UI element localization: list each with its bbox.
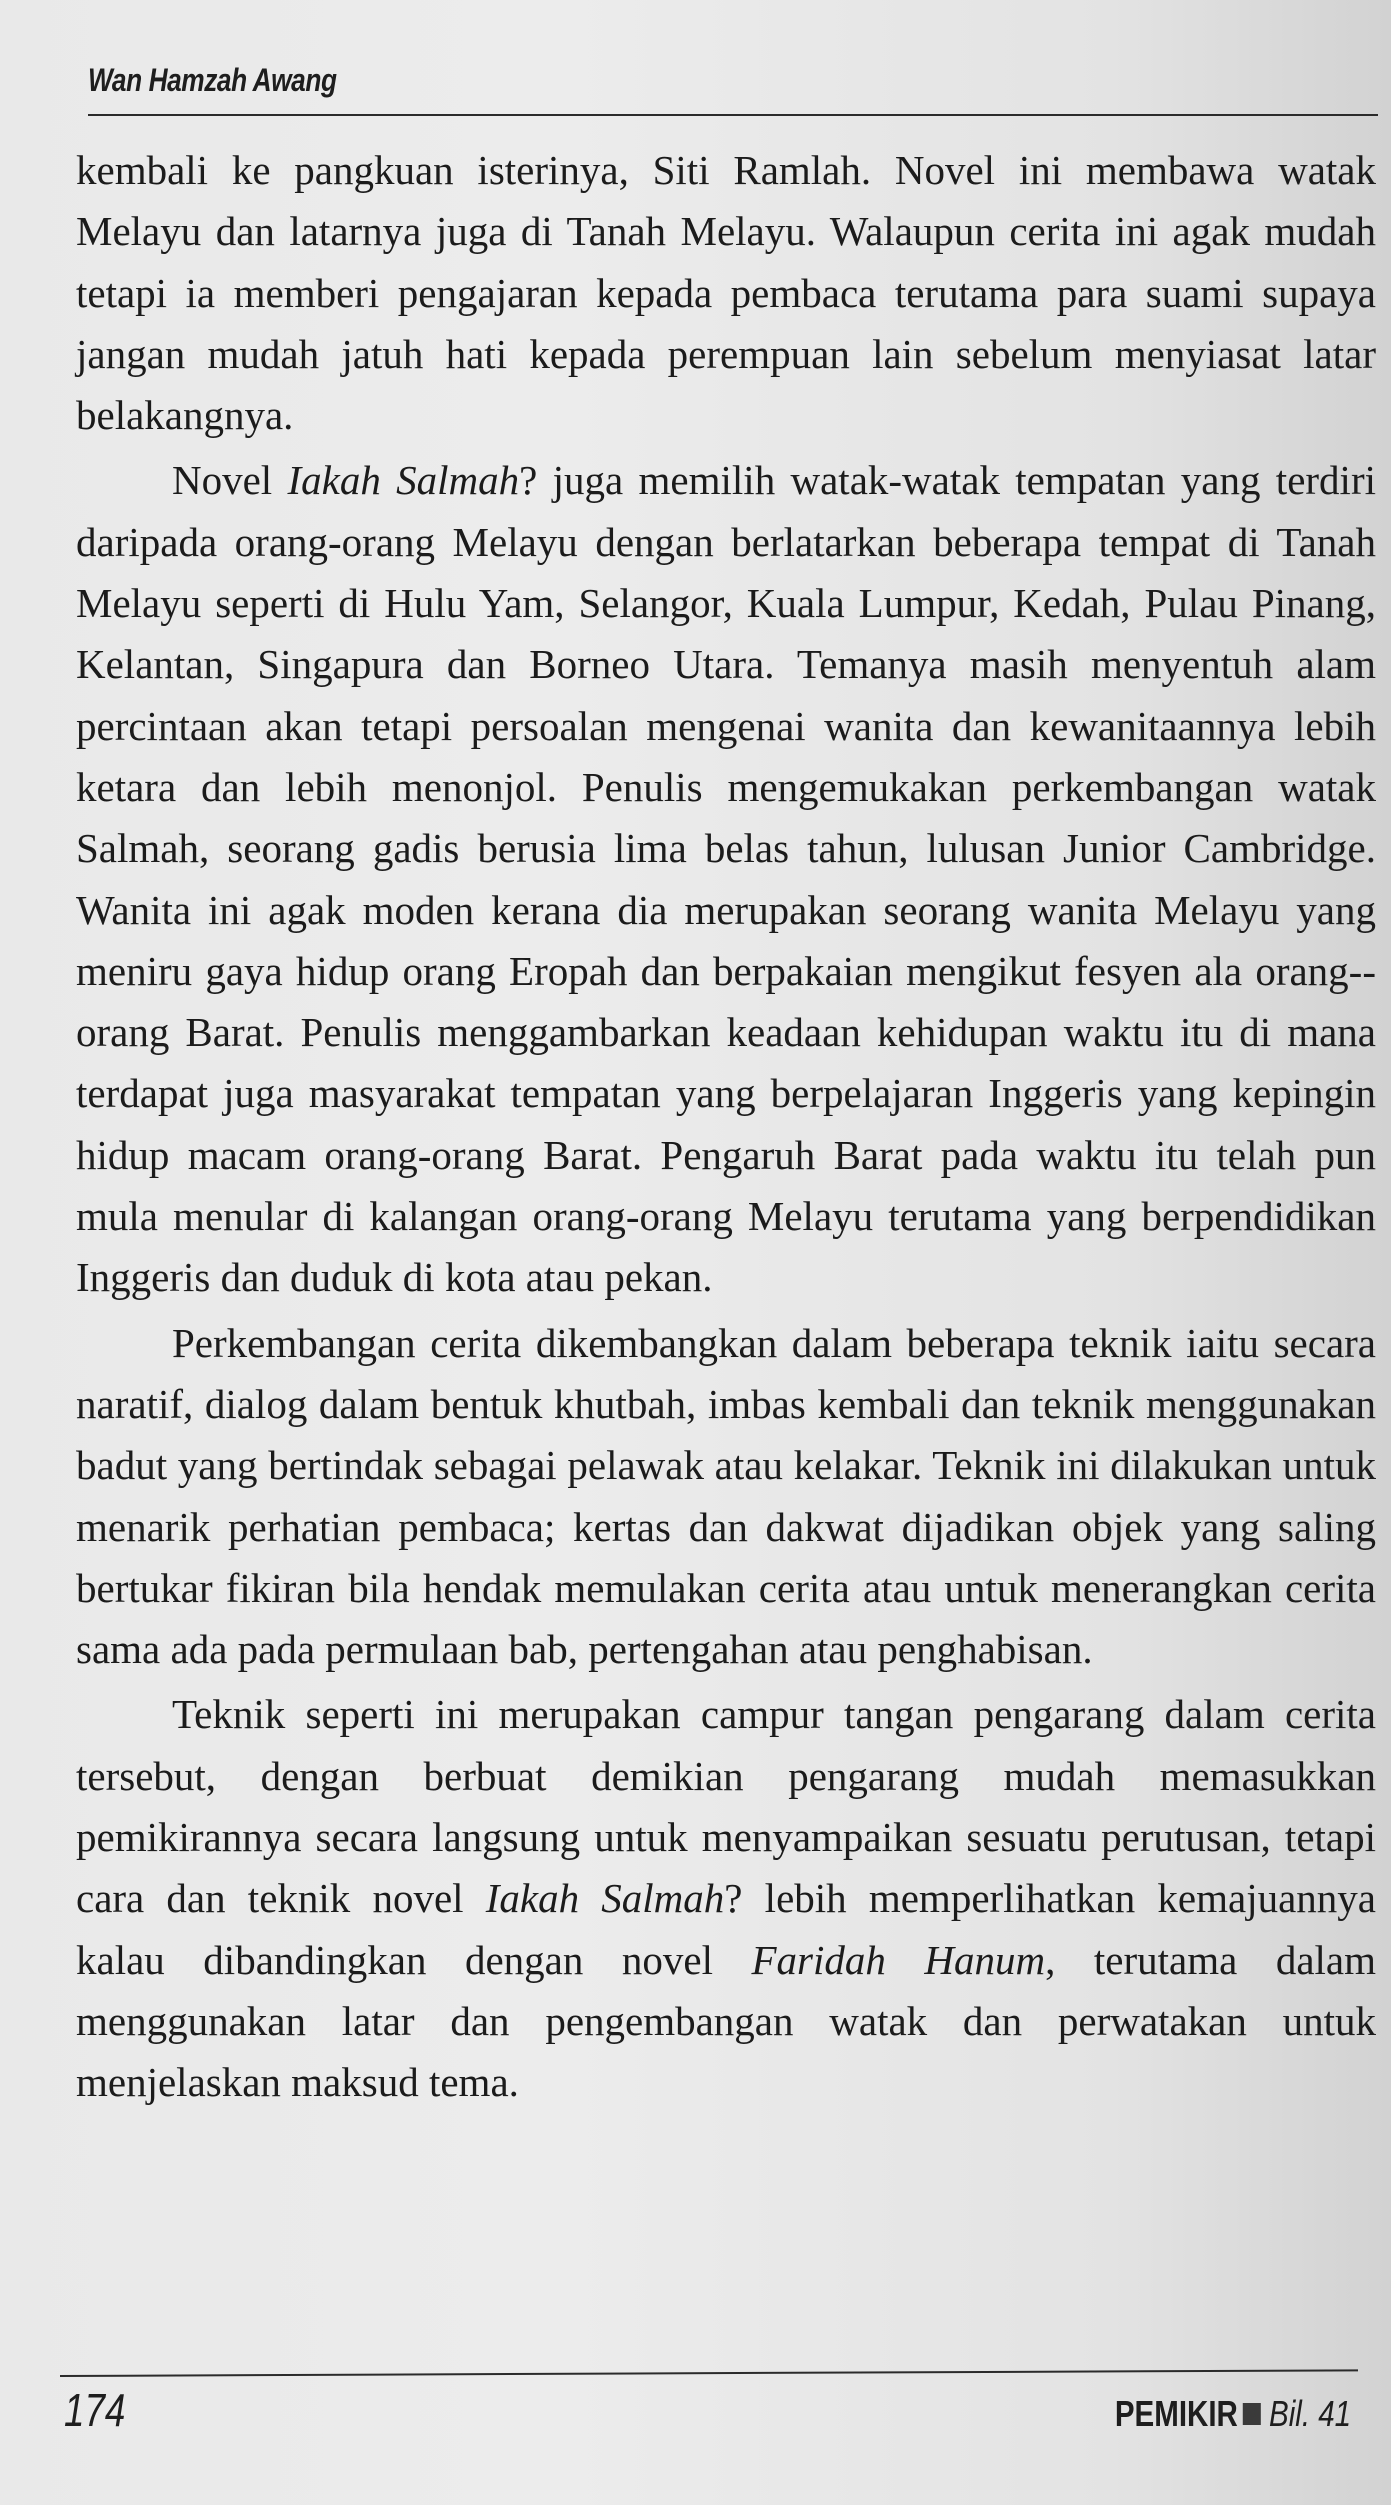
paragraph — [76, 1313, 1376, 1681]
paragraph — [76, 140, 1376, 446]
paragraph — [76, 1684, 1376, 2113]
square-bullet-icon — [1243, 2403, 1261, 2425]
novel-title: Faridah Hanum — [751, 1936, 1046, 1983]
running-header — [88, 58, 1378, 116]
journal-footer — [1115, 2393, 1351, 2435]
page-number: 174 — [64, 2384, 126, 2436]
paragraph-text: ? juga memilih watak-watak tempatan yang terdiri daripada orang-orang Melayu dengan berlatarkan beberapa tempat di Tanah Melayu seperti di Hulu Yam, Selangor, Kuala Lumpur, Kedah, Pulau Pinang, Kelantan, Singapura dan Borneo Utara. Temanya masih menyentuh alam percintaan akan tetapi persoalan mengenai wanita dan kewanitaannya lebih ketara dan lebih menonjol. Penulis mengemukakan perkembangan watak Salmah, seorang gadis berusia lima belas tahun, lulusan Junior Cambridge. Wanita ini agak moden kerana dia merupakan seorang wanita Melayu yang meniru gaya hidup orang Eropah dan berpakaian mengikut fesyen ala orang-orang Barat. Penulis menggambarkan keadaan kehidupan waktu itu di mana terdapat juga masyarakat tempatan yang berpelajaran Inggeris yang kepingin hidup macam orang-orang Barat. Pengaruh Barat pada waktu itu telah pun mula menular di kalangan orang-orang Melayu terutama yang berpendidikan Inggeris dan duduk di kota atau pekan. — [76, 457, 1376, 1301]
journal-issue: Bil. 41 — [1268, 2393, 1351, 2434]
paragraph-text: Novel — [172, 457, 288, 504]
paragraph-text: , terutama dalam menggunakan latar dan pengembangan watak dan perwatakan untuk menjelaskan maksud tema. — [76, 1936, 1376, 2106]
paragraph — [76, 450, 1376, 1308]
paragraph-text: ? lebih memperlihatkan kemajuannya kalau dibandingkan dengan novel — [76, 1875, 1376, 1983]
body-text — [76, 140, 1376, 2114]
journal-name: PEMIKIR — [1114, 2393, 1238, 2434]
novel-title: Iakah Salmah — [287, 457, 520, 504]
paragraph-text: Perkembangan cerita dikembangkan dalam beberapa teknik iaitu secara naratif, dialog dalam bentuk khutbah, imbas kembali dan teknik menggunakan badut yang bertindak sebagai pelawak atau kelakar. Teknik ini dilakukan untuk menarik perhatian pembaca; kertas dan dakwat dijadikan objek yang saling bertukar fikiran bila hendak memulakan cerita atau untuk menerangkan cerita sama ada pada permulaan bab, pertengahan atau penghabisan. — [76, 1319, 1376, 1673]
footer-rule — [60, 2369, 1358, 2377]
paragraph-text: kembali ke pangkuan isterinya, Siti Ramlah. Novel ini membawa watak Melayu dan latarnya juga di Tanah Melayu. Walaupun cerita ini agak mudah tetapi ia memberi pengajaran kepada pembaca terutama para suami supaya jangan mudah jatuh hati kepada perempuan lain sebelum menyiasat latar belakangnya. — [76, 147, 1376, 439]
novel-title: Iakah Salmah — [485, 1875, 725, 1922]
paragraph-text: Teknik seperti ini merupakan campur tangan pengarang dalam cerita tersebut, dengan berbuat demikian pengarang mudah memasukkan pemikirannya secara langsung untuk menyampaikan sesuatu perutusan, tetapi cara dan teknik novel — [76, 1691, 1376, 1922]
author-name: Wan Hamzah Awang — [88, 62, 337, 98]
